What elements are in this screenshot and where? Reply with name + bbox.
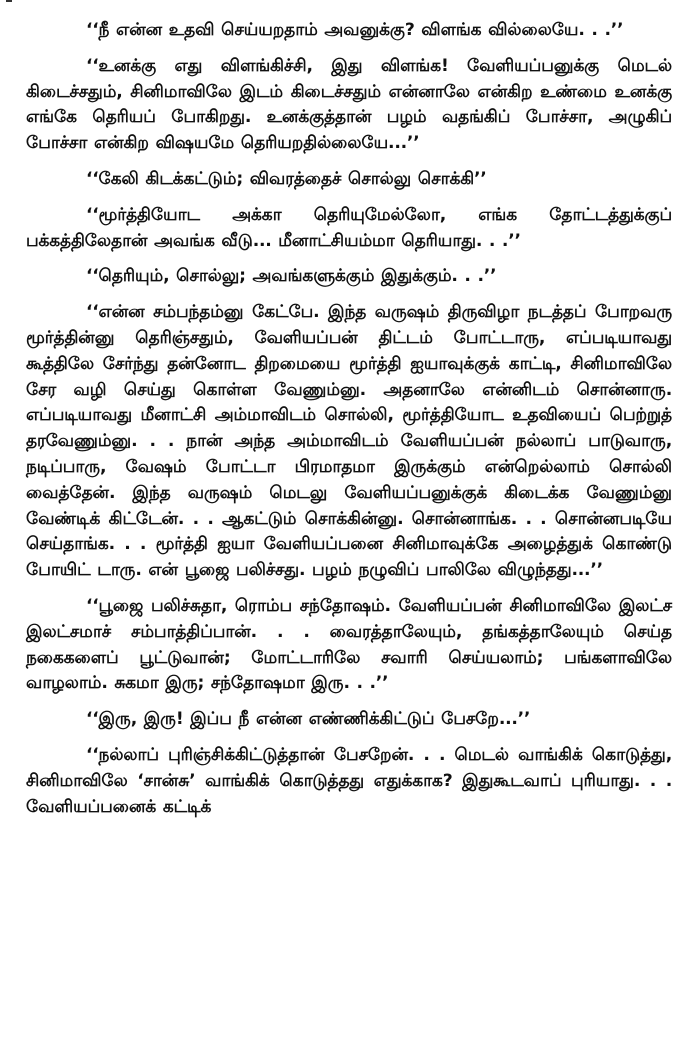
scan-speck xyxy=(6,0,12,2)
paragraph: ‘‘நீ என்ன உதவி செய்யறதாம் அவனுக்கு? விளங்க வில்லையே. . .’’ xyxy=(86,20,624,40)
paragraph: ‘‘தெரியும், சொல்லு; அவங்களுக்கும் இதுக்கும். . .’’ xyxy=(86,266,497,287)
paragraph: ‘‘என்ன சம்பந்தம்னு கேட்பே. இந்த வருஷம் திருவிழா நடத்தப் போறவரு மூர்த்தின்னு தெரிஞ்சதும், வேளியப்பன் திட்டம் போட்டாரு, எப்படியாவது கூத்திலே சேர்ந்து தன்னோட திறமையை மூர்த்தி ஐயாவுக்குக் காட்டி, சினிமாவிலே சேர வழி செய்து கொள்ள வேணும்னு. அதனாலே என்னிடம் சொன்னாரு. எப்படியாவது மீனாட்சி அம்மாவிடம் சொல்லி, மூர்த்தியோட உதவியைப் பெற்றுத் தரவேணும்னு. . . நான் அந்த அம்மாவிடம் வேளியப்பன் நல்லாப் பாடுவாரு, நடிப்பாரு, வேஷம் போட்டா பிரமாதமா இருக்கும் என்றெல்லாம் சொல்லி வைத்தேன். இந்த வருஷம் மெடலு வேளியப்பனுக்குக் கிடைக்க வேணும்னு வேண்டிக் கிட்டேன். . . ஆகட்டும் சொக்கின்னு. சொன்னாங்க. . . சொன்னபடியே செய்தாங்க. . . மூர்த்தி ஐயா வேளியப்பனை சினிமாவுக்கே அழைத்துக் கொண்டு போயிட் டாரு. என் பூஜை பலிச்சது. பழம் நழுவிப் பாலிலே விழுந்தது...’’ xyxy=(26,302,672,581)
page-text-body xyxy=(26,18,672,830)
paragraph: ‘‘இரு, இரு! இப்ப நீ என்ன எண்ணிக்கிட்டுப் பேசறே...’’ xyxy=(86,709,531,730)
paragraph: ‘‘நல்லாப் புரிஞ்சிக்கிட்டுத்தான் பேசறேன். . . மெடல் வாங்கிக் கொடுத்து, சினிமாவிலே ‘சான்சு’ வாங்கிக் கொடுத்தது எதுக்காக? இதுகூடவாப் புரியாது. . . வேளியப்பனைக் கட்டிக் xyxy=(26,744,672,817)
paragraph: ‘‘மூர்த்தியோட அக்கா தெரியுமேல்லோ, எங்க தோட்டத்துக்குப் பக்கத்திலேதான் அவங்க வீடு... மீனாட்சியம்மா தெரியாது. . .’’ xyxy=(26,204,672,251)
paragraph: ‘‘உனக்கு எது விளங்கிச்சி, இது விளங்க! வேளியப்பனுக்கு மெடல் கிடைச்சதும், சினிமாவிலே இடம் கிடைச்சதும் என்னாலே என்கிற உண்மை உனக்கு எங்கே தெரியப் போகிறது. உனக்குத்தான் பழம் வதங்கிப் போச்சா, அழுகிப் போச்சா என்கிற விஷயமே தெரியறதில்லையே...’’ xyxy=(26,55,672,154)
paragraph: ‘‘கேலி கிடக்கட்டும்; விவரத்தைச் சொல்லு சொக்கி’’ xyxy=(86,168,487,189)
paragraph: ‘‘பூஜை பலிச்சுதா, ரொம்ப சந்தோஷம். வேளியப்பன் சினிமாவிலே இலட்ச இலட்சமாச் சம்பாத்திப்பான். . . வைரத்தாலேயும், தங்கத்தாலேயும் செய்த நகைகளைப் பூட்டுவான்; மோட்டாரிலே சவாரி செய்யலாம்; பங்களாவிலே வாழலாம். சுகமா இரு; சந்தோஷமா இரு. . .’’ xyxy=(26,595,672,694)
